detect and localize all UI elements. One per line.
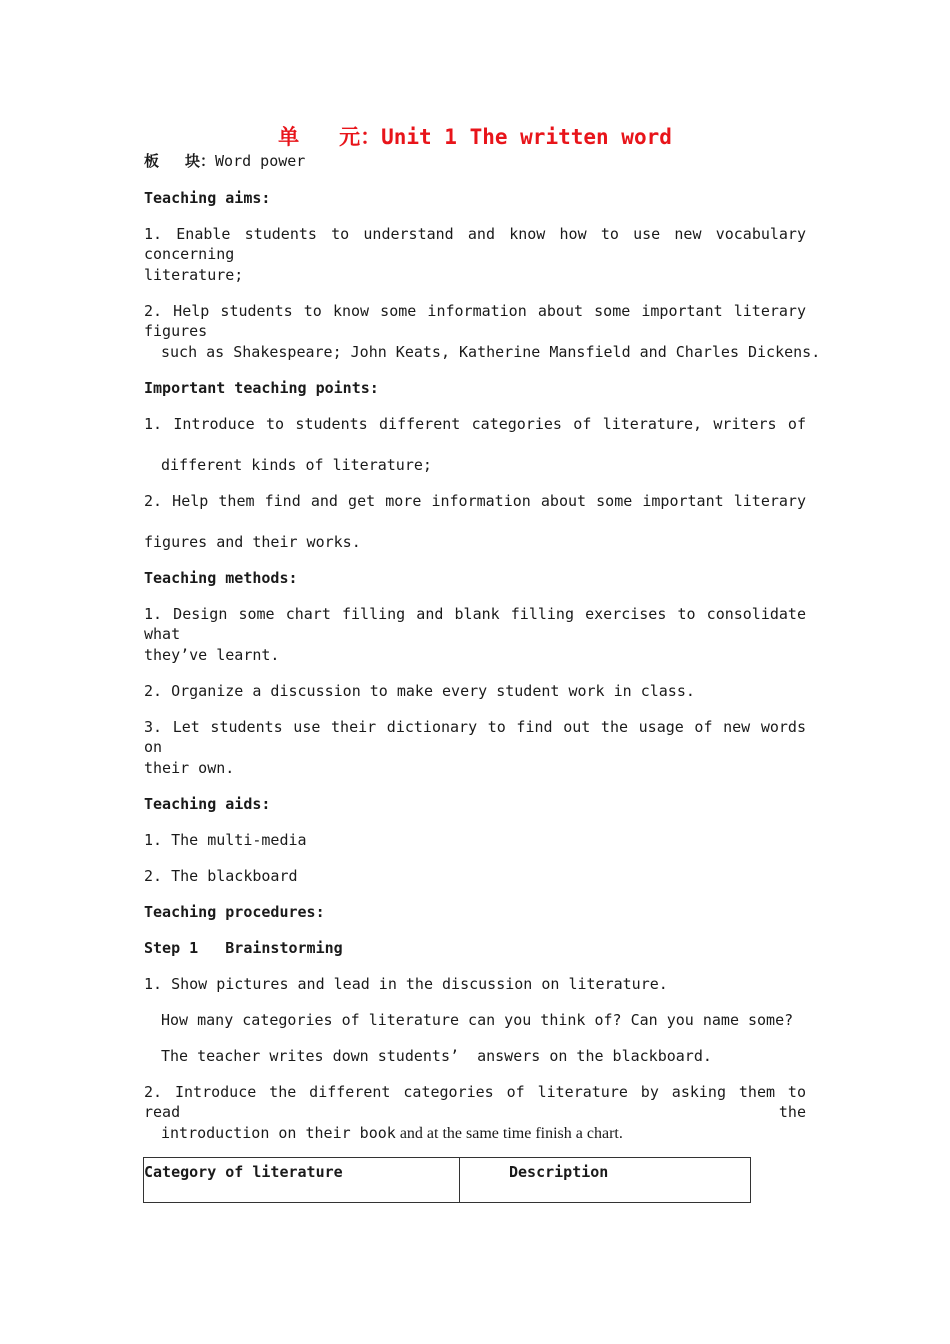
methods-item-1-line-2: they’ve learnt. [144, 646, 280, 664]
procedure-1-teacher-note: The teacher writes down students’ answers on the blackboard. [161, 1047, 712, 1065]
table-header-category: Category of literature [144, 1158, 460, 1203]
category-chart-table [143, 1157, 751, 1203]
procedure-2-line-2-mono: introduction on their book [161, 1124, 396, 1142]
procedure-1: 1. Show pictures and lead in the discussion on literature. [144, 975, 668, 993]
points-item-2-line-1: 2. Help them find and get more information about some important literary [144, 492, 806, 510]
aids-heading: Teaching aids: [144, 795, 271, 813]
points-item-1-line-1: 1. Introduce to students different categories of literature, writers of [144, 415, 806, 433]
block-value: Word power [215, 152, 306, 170]
unit-title [144, 124, 806, 150]
points-item-2-line-2: figures and their works. [144, 533, 361, 551]
table-row [144, 1158, 751, 1203]
procedure-2-line-1: 2. Introduce the different categories of literature by asking them to read the [144, 1083, 806, 1121]
table-header-description: Description [460, 1158, 751, 1203]
procedure-1-question: How many categories of literature can you think of? Can you name some? [161, 1011, 794, 1029]
methods-heading: Teaching methods: [144, 569, 298, 587]
methods-item-3-line-1: 3. Let students use their dictionary to find out the usage of new words on [144, 718, 806, 756]
methods-item-1-line-1: 1. Design some chart filling and blank filling exercises to consolidate what [144, 605, 806, 643]
points-item-1-line-2: different kinds of literature; [161, 456, 432, 474]
procedures-heading: Teaching procedures: [144, 903, 325, 921]
aims-item-2-line-2: such as Shakespeare; John Keats, Katherine Mansfield and Charles Dickens. [161, 343, 821, 361]
methods-item-2: 2. Organize a discussion to make every student work in class. [144, 682, 695, 700]
aids-item-2: 2. The blackboard [144, 867, 298, 885]
aims-item-1-line-1: 1. Enable students to understand and know how to use new vocabulary concerning [144, 225, 806, 263]
procedure-2-line-2 [161, 1123, 623, 1144]
points-heading: Important teaching points: [144, 379, 379, 397]
step-1-heading: Step 1 Brainstorming [144, 939, 343, 957]
methods-item-3-line-2: their own. [144, 759, 235, 777]
unit-label-a: 单 [278, 125, 300, 149]
block-label-a: 板 [144, 152, 160, 170]
procedure-2-line-2-serif: and at the same time finish a chart. [395, 1125, 623, 1142]
block-label-b: 块： [185, 152, 216, 170]
block-line [144, 151, 305, 171]
aims-heading: Teaching aims: [144, 189, 271, 207]
aims-item-2-line-1: 2. Help students to know some information about some important literary figures [144, 302, 806, 340]
aids-item-1: 1. The multi-media [144, 831, 307, 849]
unit-label-b: 元： [339, 125, 382, 149]
unit-title-text: Unit 1 The written word [381, 125, 672, 149]
aims-item-1-line-2: literature; [144, 266, 244, 284]
